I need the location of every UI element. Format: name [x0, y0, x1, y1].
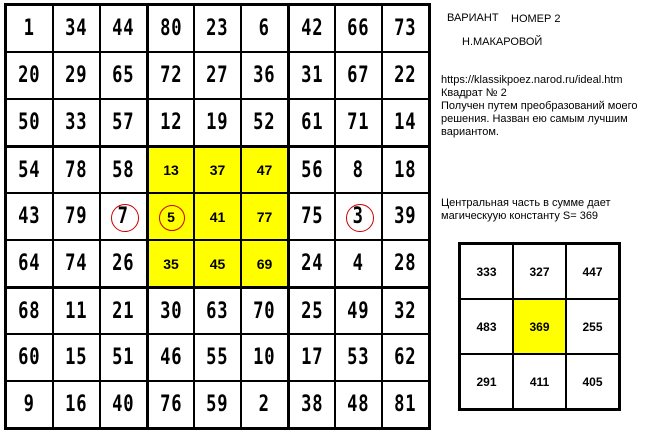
source-url: https://klassikpoez.narod.ru/ideal.htm — [441, 74, 623, 86]
grid-cell — [147, 334, 194, 381]
cell-number: 7 — [117, 204, 130, 229]
cell-number: 26 — [112, 251, 135, 276]
cell-number: 64 — [18, 251, 41, 276]
grid-cell — [6, 287, 53, 334]
grid-cell — [100, 334, 147, 381]
grid-cell — [241, 193, 288, 240]
grid-cell — [382, 5, 429, 52]
cell-number: 2 — [258, 392, 271, 417]
grid-cell — [147, 52, 194, 99]
cell-number: 71 — [347, 110, 370, 135]
grid-cell — [382, 52, 429, 99]
grid-cell — [335, 5, 382, 52]
cell-number: 70 — [253, 298, 276, 324]
grid-cell — [382, 287, 429, 334]
cell-number: 28 — [394, 251, 417, 276]
description-text: Получен путем преобразований моего решения. Назван ею самым лучшим вариантом. — [441, 100, 638, 138]
grid-cell — [53, 5, 100, 52]
grid-cell — [147, 193, 194, 240]
cell-number: 40 — [112, 392, 135, 417]
cell-number: 31 — [300, 63, 324, 88]
grid-cell — [288, 146, 335, 193]
grid-cell — [194, 334, 241, 381]
grid-cell — [288, 287, 335, 334]
cell-number: 59 — [206, 392, 229, 417]
grid-cell — [335, 52, 382, 99]
sum-cell: 327 — [513, 244, 566, 299]
grid-cell — [382, 334, 429, 381]
grid-cell — [100, 146, 147, 193]
grid-cell — [382, 193, 429, 240]
cell-number: 27 — [206, 63, 229, 88]
cell-number: 24 — [300, 251, 324, 276]
grid-cell — [100, 240, 147, 287]
cell-number: 5 — [167, 208, 175, 225]
grid-cell — [288, 5, 335, 52]
grid-cell — [194, 193, 241, 240]
cell-number: 17 — [300, 345, 324, 370]
cell-number: 23 — [206, 16, 229, 41]
cell-number: 77 — [256, 208, 273, 225]
cell-number: 3 — [352, 204, 365, 229]
cell-number: 37 — [209, 162, 226, 178]
grid-cell — [241, 334, 288, 381]
cell-number: 43 — [18, 204, 41, 229]
variant-label: ВАРИАНТ — [447, 12, 499, 24]
grid-cell — [335, 334, 382, 381]
grid-cell — [382, 381, 429, 428]
cell-number: 4 — [352, 251, 365, 276]
sum-cell: 291 — [460, 354, 513, 409]
grid-cell — [194, 99, 241, 146]
cell-number: 57 — [112, 110, 135, 135]
author-label: Н.МАКАРОВОЙ — [462, 36, 543, 48]
grid-cell — [241, 52, 288, 99]
grid-cell — [382, 99, 429, 146]
sum-cell: 255 — [566, 299, 619, 354]
grid-cell — [194, 52, 241, 99]
center-sum-note: Центральная часть в сумме дает магическуую константу S= 369 — [441, 197, 611, 222]
cell-number: 73 — [394, 16, 417, 41]
cell-number: 45 — [209, 255, 226, 272]
cell-number: 20 — [18, 63, 41, 88]
sum-cell: 333 — [460, 244, 513, 299]
cell-number: 47 — [256, 162, 273, 178]
grid-cell — [288, 381, 335, 428]
grid-cell — [194, 240, 241, 287]
cell-number: 35 — [163, 255, 179, 272]
grid-cell — [6, 5, 53, 52]
cell-number: 56 — [300, 157, 324, 183]
cell-number: 44 — [112, 16, 135, 41]
grid-cell — [53, 287, 100, 334]
sum-cell: 411 — [513, 354, 566, 409]
grid-cell — [194, 287, 241, 334]
cell-number: 13 — [163, 162, 179, 178]
cell-number: 11 — [65, 298, 88, 324]
cell-number: 21 — [112, 298, 135, 324]
cell-number: 69 — [256, 255, 273, 272]
cell-number: 8 — [352, 157, 365, 183]
cell-number: 62 — [394, 345, 417, 370]
grid-cell — [100, 381, 147, 428]
grid-cell — [53, 52, 100, 99]
grid-cell — [335, 381, 382, 428]
grid-cell — [100, 193, 147, 240]
grid-cell — [335, 287, 382, 334]
sum-square-3x3 — [458, 242, 621, 411]
cell-number: 38 — [300, 392, 324, 417]
cell-number: 50 — [18, 110, 41, 135]
cell-number: 41 — [209, 208, 226, 225]
grid-cell — [288, 334, 335, 381]
cell-number: 78 — [65, 157, 88, 183]
cell-number: 63 — [206, 298, 229, 324]
grid-cell — [241, 99, 288, 146]
magic-square-9x9 — [4, 3, 431, 430]
cell-number: 66 — [347, 16, 370, 41]
grid-cell — [100, 287, 147, 334]
cell-number: 46 — [159, 345, 183, 370]
number-label: НОМЕР 2 — [511, 13, 561, 25]
cell-number: 1 — [23, 16, 36, 41]
grid-cell — [53, 193, 100, 240]
grid-cell — [335, 240, 382, 287]
grid-cell — [241, 240, 288, 287]
sum-cell: 483 — [460, 299, 513, 354]
grid-cell — [288, 193, 335, 240]
square-number: Квадрат № 2 — [441, 87, 507, 99]
grid-cell — [241, 287, 288, 334]
grid-cell — [100, 99, 147, 146]
grid-cell — [147, 240, 194, 287]
grid-cell — [6, 52, 53, 99]
grid-cell — [288, 99, 335, 146]
cell-number: 55 — [206, 345, 229, 370]
cell-number: 67 — [347, 63, 370, 88]
cell-number: 65 — [112, 63, 135, 88]
grid-cell — [53, 240, 100, 287]
grid-cell — [288, 52, 335, 99]
cell-number: 22 — [394, 63, 417, 88]
grid-cell — [53, 334, 100, 381]
grid-cell — [335, 146, 382, 193]
grid-cell — [6, 193, 53, 240]
cell-number: 14 — [394, 110, 417, 135]
grid-cell — [6, 99, 53, 146]
cell-number: 9 — [23, 392, 36, 417]
grid-cell — [194, 146, 241, 193]
cell-number: 34 — [65, 16, 88, 41]
cell-number: 19 — [206, 110, 229, 135]
grid-cell — [241, 5, 288, 52]
cell-number: 12 — [159, 110, 183, 135]
grid-cell — [53, 146, 100, 193]
cell-number: 36 — [253, 63, 276, 88]
cell-number: 54 — [18, 157, 41, 183]
grid-cell — [194, 5, 241, 52]
grid-cell — [147, 99, 194, 146]
sum-cell: 447 — [566, 244, 619, 299]
grid-cell — [100, 52, 147, 99]
grid-cell — [382, 146, 429, 193]
grid-cell — [288, 240, 335, 287]
cell-number: 76 — [159, 392, 183, 417]
grid-cell — [6, 334, 53, 381]
cell-number: 29 — [65, 63, 88, 88]
sum-cell: 405 — [566, 354, 619, 409]
cell-number: 48 — [347, 392, 370, 417]
cell-number: 33 — [65, 110, 88, 135]
cell-number: 61 — [300, 110, 324, 135]
grid-cell — [6, 381, 53, 428]
grid-cell — [53, 381, 100, 428]
grid-cell — [147, 5, 194, 52]
grid-cell — [147, 381, 194, 428]
grid-cell — [53, 99, 100, 146]
cell-number: 6 — [258, 16, 271, 41]
cell-number: 53 — [347, 345, 370, 370]
cell-number: 39 — [394, 204, 417, 229]
cell-number: 81 — [394, 392, 417, 417]
cell-number: 30 — [159, 298, 183, 324]
cell-number: 60 — [18, 345, 41, 370]
cell-number: 80 — [159, 16, 183, 41]
cell-number: 25 — [300, 298, 324, 324]
cell-number: 49 — [347, 298, 370, 324]
cell-number: 16 — [65, 392, 88, 417]
grid-cell — [6, 240, 53, 287]
grid-cell — [147, 146, 194, 193]
grid-cell — [335, 193, 382, 240]
sum-cell: 369 — [513, 299, 566, 354]
grid-cell — [382, 240, 429, 287]
grid-cell — [335, 99, 382, 146]
cell-number: 79 — [65, 204, 88, 229]
cell-number: 15 — [65, 345, 88, 370]
cell-number: 18 — [394, 157, 417, 183]
cell-number: 42 — [300, 16, 324, 41]
cell-number: 51 — [112, 345, 135, 370]
cell-number: 75 — [300, 204, 324, 229]
grid-cell — [241, 146, 288, 193]
grid-cell — [194, 381, 241, 428]
cell-number: 10 — [253, 345, 276, 370]
grid-cell — [241, 381, 288, 428]
cell-number: 72 — [159, 63, 183, 88]
cell-number: 32 — [394, 298, 417, 324]
cell-number: 52 — [253, 110, 276, 135]
grid-cell — [6, 146, 53, 193]
grid-cell — [100, 5, 147, 52]
cell-number: 74 — [65, 251, 88, 276]
grid-cell — [147, 287, 194, 334]
cell-number: 58 — [112, 157, 135, 183]
cell-number: 68 — [18, 298, 41, 324]
